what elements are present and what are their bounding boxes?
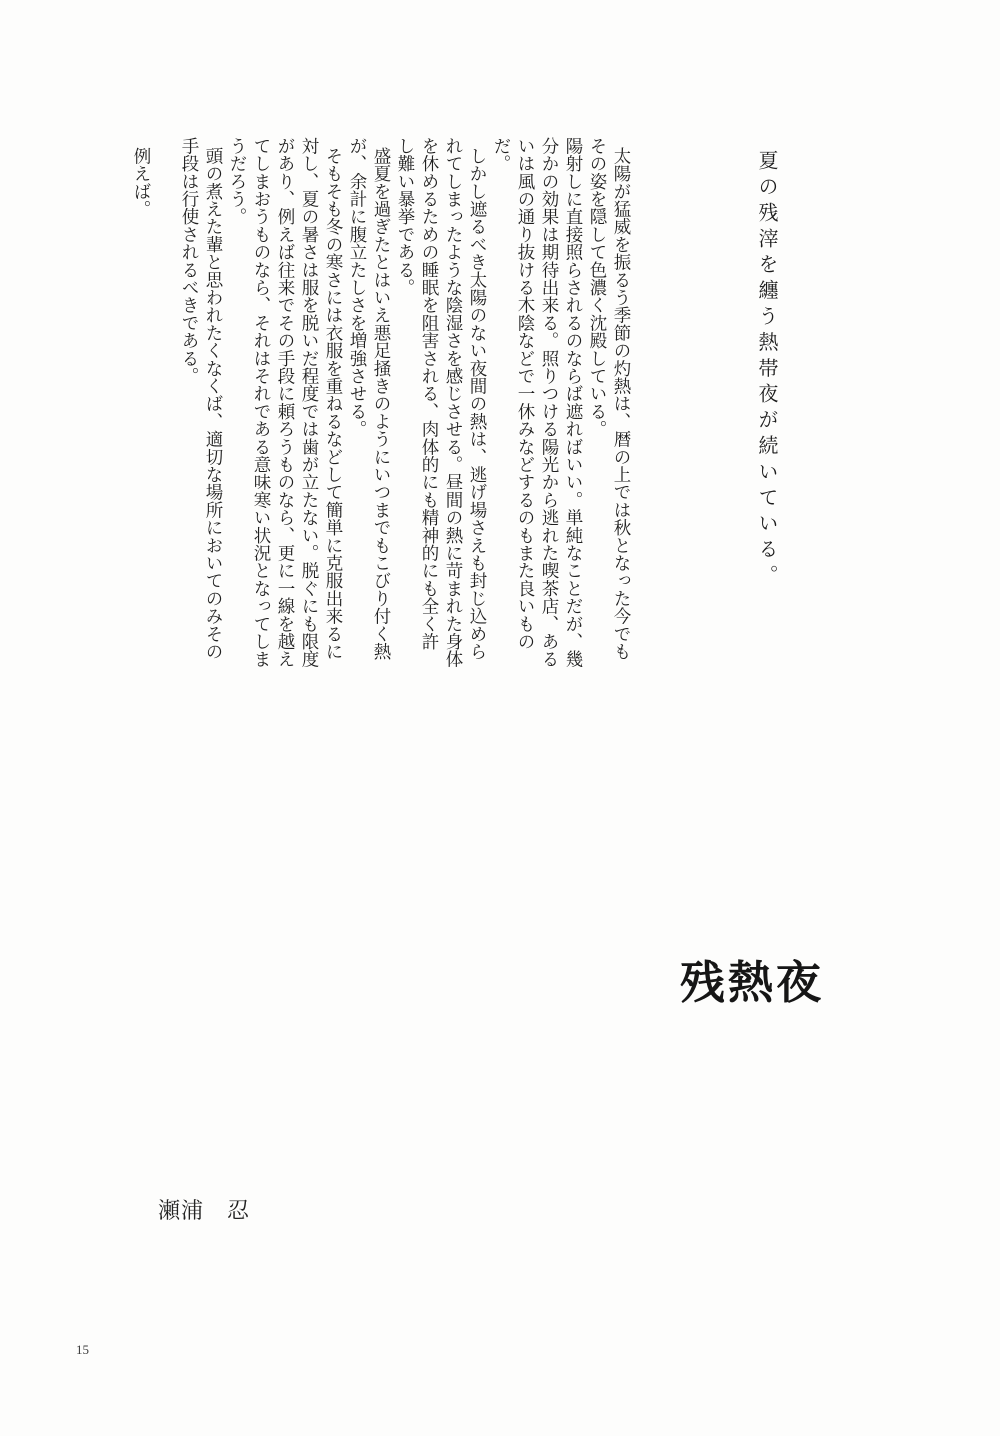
- text-column: 例えば。: [132, 147, 152, 218]
- text-column: が、余計に腹立たしさを増強させる。: [348, 137, 368, 438]
- text-column: その姿を隠して色濃く沈殿している。: [588, 137, 608, 438]
- text-column: 太陽が猛威を振るう季節の灼熱は、暦の上では秋となった今でも: [612, 147, 632, 661]
- text-column: があり、例えば往来でその手段に頼ろうものなら、更に一線を越え: [276, 137, 296, 668]
- text-column: いは風の通り抜ける木陰などで一休みなどするのもまた良いもの: [516, 137, 536, 651]
- author-name: 瀬浦 忍: [158, 1198, 251, 1223]
- text-column: 盛夏を過ぎたとはいえ悪足掻きのようにいつまでもこびり付く熱: [372, 147, 392, 661]
- text-column: そもそも冬の寒さには衣服を重ねるなどして簡単に克服出来るに: [324, 147, 344, 661]
- body-text-block: [0, 137, 1000, 682]
- page-number: 15: [76, 1342, 89, 1357]
- text-column: てしまおうものなら、それはそれである意味寒い状況となってしま: [252, 137, 272, 668]
- text-column: 陽射しに直接照らされるのならば遮ればいい。単純なことだが、幾: [564, 137, 584, 668]
- text-column: を休めるための睡眠を阻害される、肉体的にも精神的にも全く許: [420, 137, 440, 651]
- opening-line: 夏の残滓を纏う熱帯夜が続いている。: [755, 150, 777, 591]
- text-column: 分かの効果は期待出来る。照りつける陽光から逃れた喫茶店、ある: [540, 137, 560, 668]
- text-column: うだろう。: [228, 137, 248, 226]
- text-column: し難い暴挙である。: [396, 137, 416, 297]
- text-column: 対し、夏の暑さは服を脱いだ程度では歯が立たない。脱ぐにも限度: [300, 137, 320, 668]
- text-column: 手段は行使されるべきである。: [180, 137, 200, 385]
- text-column: れてしまったような陰湿さを感じさせる。昼間の熱に苛まれた身体: [444, 137, 464, 668]
- text-column: しかし遮るべき太陽のない夜間の熱は、逃げ場さえも封じ込めら: [468, 147, 488, 661]
- story-title: 残熱夜: [680, 957, 825, 1008]
- text-column: 頭の煮えた輩と思われたくなくば、適切な場所においてのみその: [204, 147, 224, 661]
- text-column: だ。: [492, 137, 512, 173]
